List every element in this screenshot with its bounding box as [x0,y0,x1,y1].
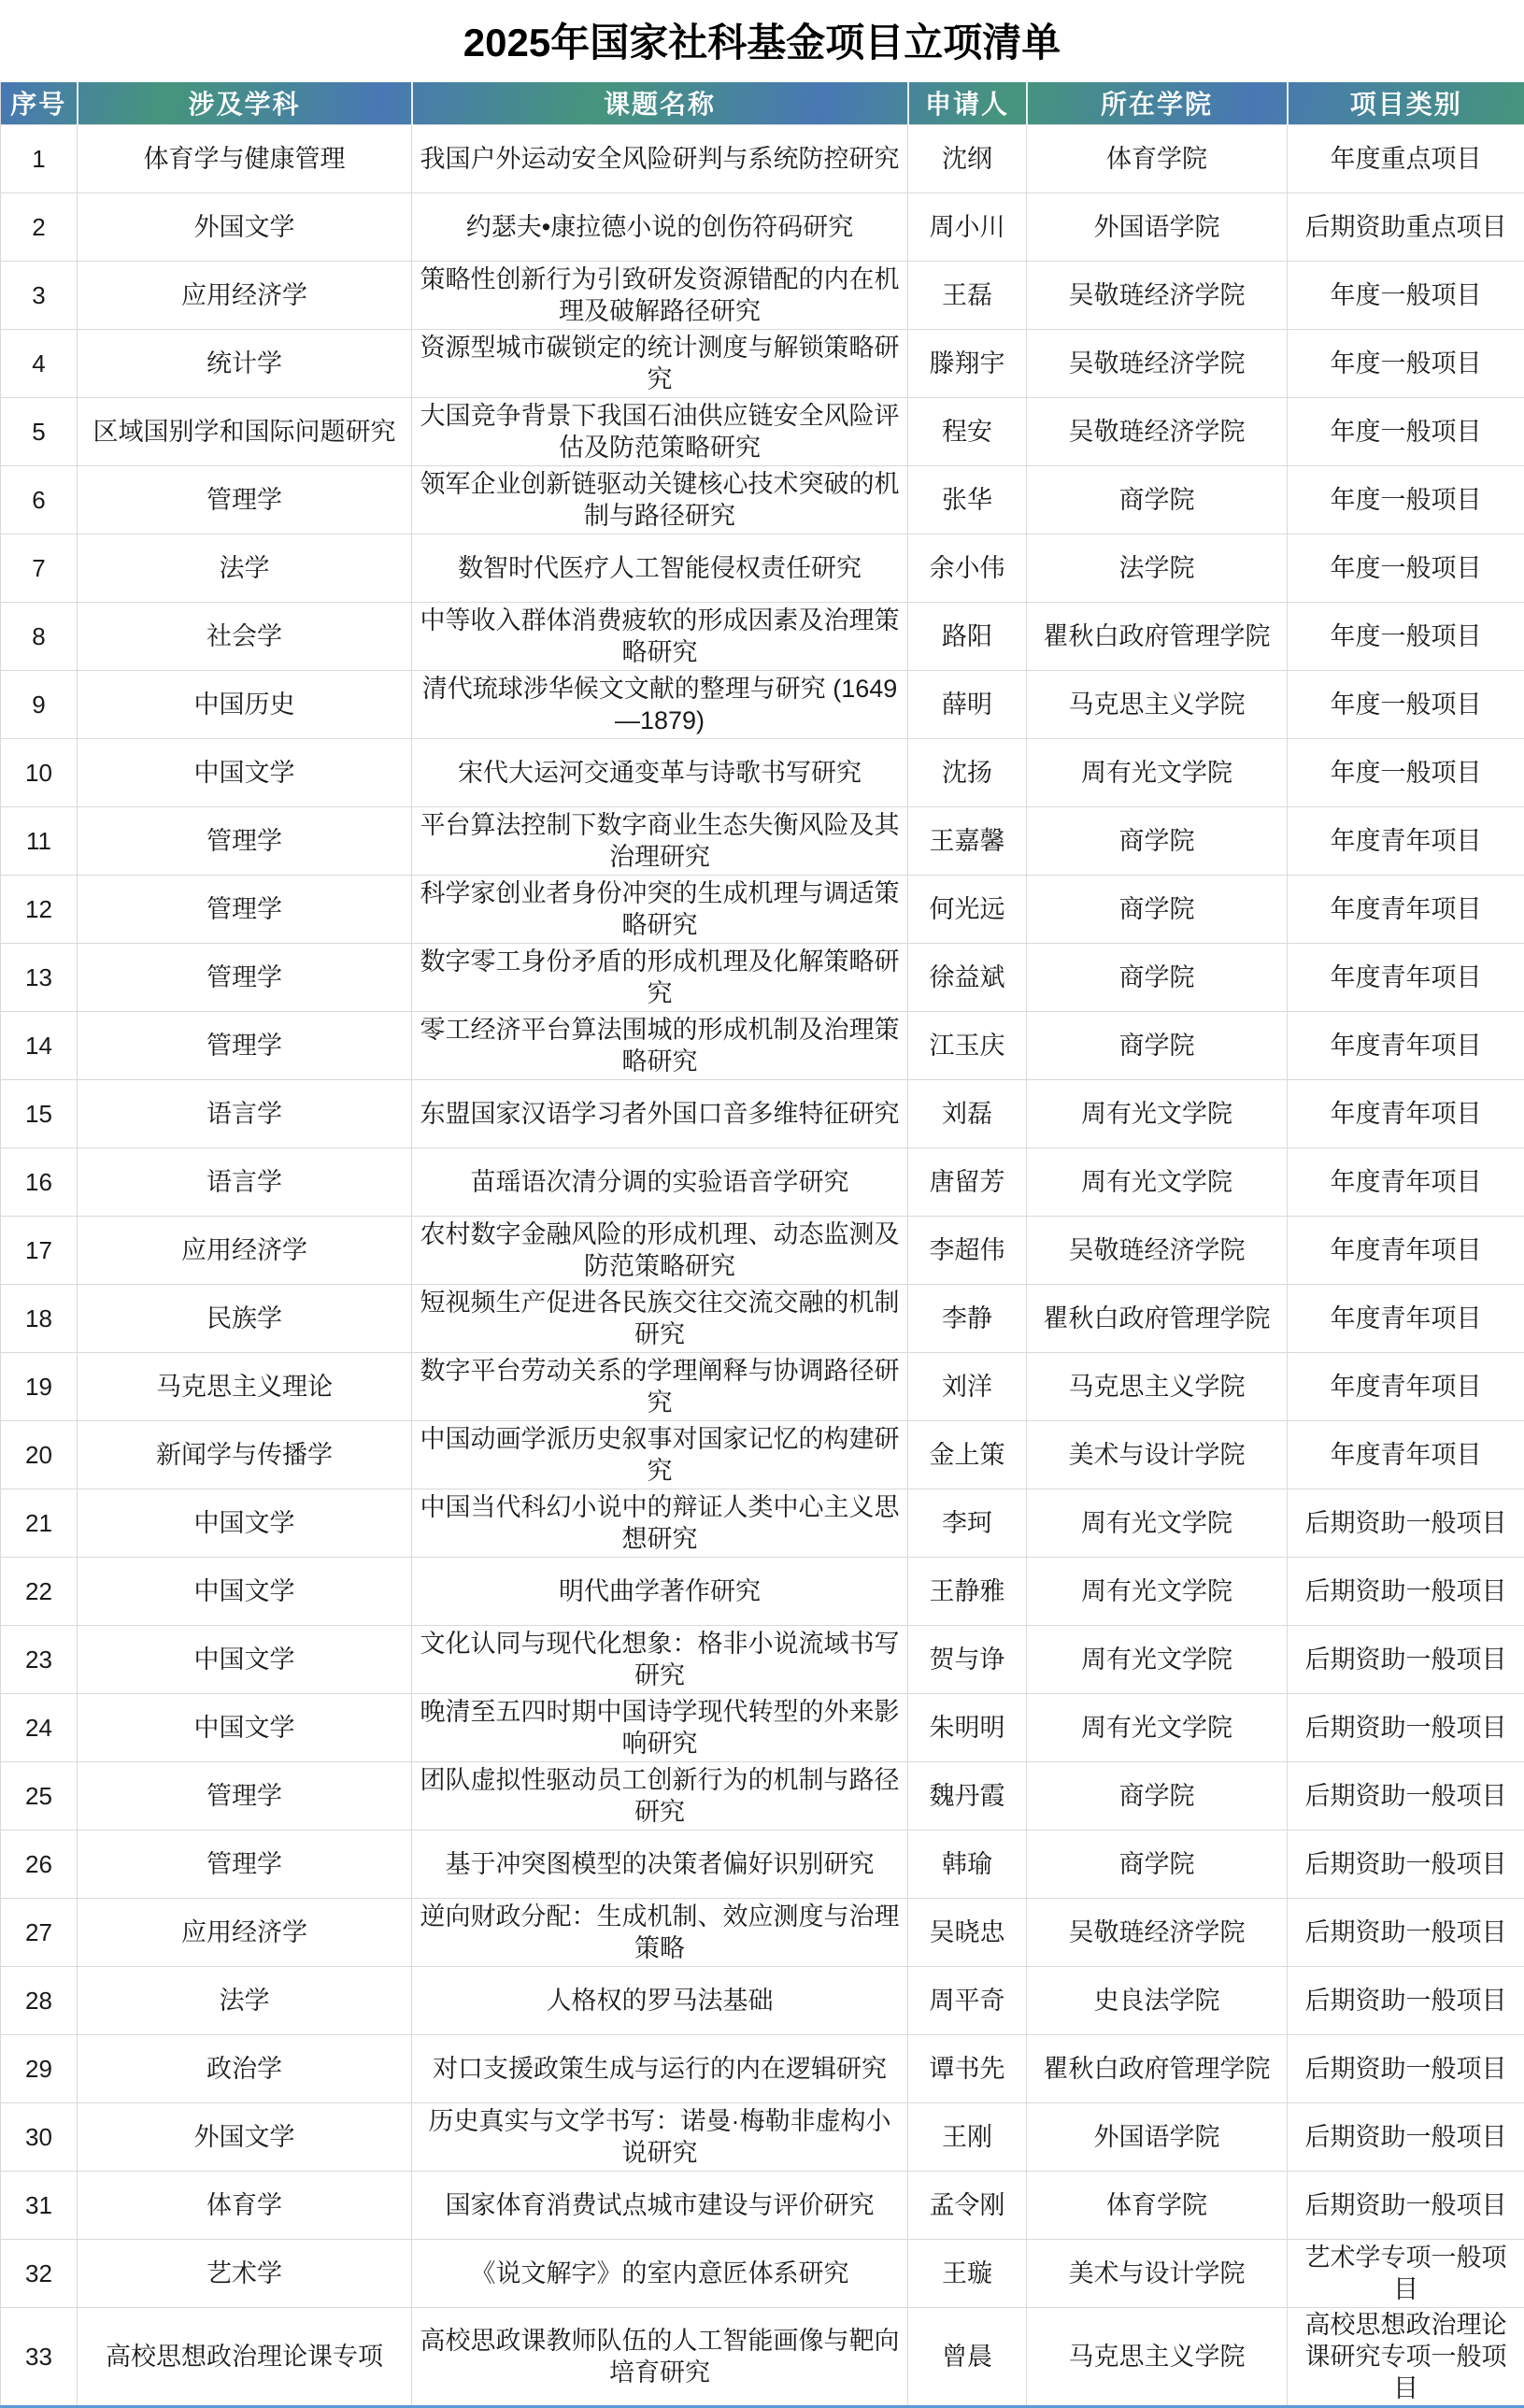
cell-no: 7 [1,534,78,602]
cell-title: 《说文解字》的室内意匠体系研究 [412,2239,908,2307]
cell-category: 后期资助一般项目 [1288,2102,1524,2171]
cell-college: 马克思主义学院 [1027,670,1288,738]
cell-no: 18 [1,1284,78,1352]
cell-college: 外国语学院 [1027,192,1288,261]
table-row [1,124,1524,192]
cell-title: 团队虚拟性驱动员工创新行为的机制与路径研究 [412,1761,908,1830]
cell-discipline: 法学 [78,1966,412,2034]
cell-discipline: 语言学 [78,1147,412,1216]
table-row [1,261,1524,329]
cell-applicant: 周小川 [908,192,1027,261]
cell-discipline: 马克思主义理论 [78,1352,412,1420]
cell-discipline: 中国文学 [78,1557,412,1625]
column-header-college: 所在学院 [1027,82,1288,124]
cell-applicant: 王静雅 [908,1557,1027,1625]
cell-discipline: 中国文学 [78,738,412,806]
table-row [1,1147,1524,1216]
cell-applicant: 程安 [908,397,1027,465]
table-row [1,1352,1524,1420]
cell-applicant: 路阳 [908,602,1027,670]
cell-college: 周有光文学院 [1027,1625,1288,1693]
cell-no: 19 [1,1352,78,1420]
cell-no: 24 [1,1693,78,1761]
cell-discipline: 体育学与健康管理 [78,124,412,192]
cell-college: 周有光文学院 [1027,1079,1288,1147]
cell-no: 12 [1,875,78,943]
cell-college: 周有光文学院 [1027,1557,1288,1625]
page-title: 2025年国家社科基金项目立项清单 [0,0,1524,82]
cell-no: 27 [1,1898,78,1966]
cell-college: 商学院 [1027,943,1288,1011]
cell-category: 后期资助一般项目 [1288,1898,1524,1966]
cell-discipline: 区域国别学和国际问题研究 [78,397,412,465]
cell-category: 艺术学专项一般项目 [1288,2239,1524,2307]
column-header-discipline: 涉及学科 [78,82,412,124]
table-row [1,2239,1524,2307]
cell-applicant: 江玉庆 [908,1011,1027,1079]
cell-category: 年度青年项目 [1288,1284,1524,1352]
cell-category: 年度一般项目 [1288,261,1524,329]
cell-applicant: 刘磊 [908,1079,1027,1147]
cell-discipline: 管理学 [78,1011,412,1079]
cell-category: 年度一般项目 [1288,465,1524,534]
cell-applicant: 魏丹霞 [908,1761,1027,1830]
cell-applicant: 李静 [908,1284,1027,1352]
cell-college: 周有光文学院 [1027,1693,1288,1761]
cell-college: 商学院 [1027,1830,1288,1898]
cell-no: 25 [1,1761,78,1830]
cell-no: 14 [1,1011,78,1079]
cell-category: 年度一般项目 [1288,534,1524,602]
column-header-title: 课题名称 [412,82,908,124]
cell-category: 后期资助一般项目 [1288,1557,1524,1625]
cell-category: 后期资助重点项目 [1288,192,1524,261]
cell-title: 人格权的罗马法基础 [412,1966,908,2034]
cell-category: 后期资助一般项目 [1288,1693,1524,1761]
cell-title: 基于冲突图模型的决策者偏好识别研究 [412,1830,908,1898]
header-row [1,82,1524,124]
column-header-category: 项目类别 [1288,82,1524,124]
cell-title: 策略性创新行为引致研发资源错配的内在机理及破解路径研究 [412,261,908,329]
cell-title: 宋代大运河交通变革与诗歌书写研究 [412,738,908,806]
table-row [1,1284,1524,1352]
cell-discipline: 中国文学 [78,1693,412,1761]
cell-title: 清代琉球涉华候文文献的整理与研究 (1649—1879) [412,670,908,738]
cell-applicant: 朱明明 [908,1693,1027,1761]
cell-title: 国家体育消费试点城市建设与评价研究 [412,2171,908,2239]
cell-title: 资源型城市碳锁定的统计测度与解锁策略研究 [412,329,908,397]
cell-title: 高校思政课教师队伍的人工智能画像与靶向培育研究 [412,2307,908,2406]
cell-title: 明代曲学著作研究 [412,1557,908,1625]
table-row [1,602,1524,670]
table-body [1,124,1524,2406]
cell-no: 2 [1,192,78,261]
cell-no: 28 [1,1966,78,2034]
cell-title: 农村数字金融风险的形成机理、动态监测及防范策略研究 [412,1216,908,1284]
cell-discipline: 管理学 [78,465,412,534]
cell-discipline: 高校思想政治理论课专项 [78,2307,412,2406]
cell-category: 年度青年项目 [1288,943,1524,1011]
cell-title: 短视频生产促进各民族交往交流交融的机制研究 [412,1284,908,1352]
cell-title: 晚清至五四时期中国诗学现代转型的外来影响研究 [412,1693,908,1761]
cell-discipline: 体育学 [78,2171,412,2239]
cell-title: 苗瑶语次清分调的实验语音学研究 [412,1147,908,1216]
cell-category: 年度青年项目 [1288,1079,1524,1147]
cell-college: 吴敬琏经济学院 [1027,1898,1288,1966]
table-row [1,875,1524,943]
cell-category: 年度青年项目 [1288,1420,1524,1489]
cell-discipline: 中国文学 [78,1625,412,1693]
cell-applicant: 王璇 [908,2239,1027,2307]
cell-applicant: 李超伟 [908,1216,1027,1284]
table-row [1,806,1524,875]
cell-college: 外国语学院 [1027,2102,1288,2171]
cell-category: 年度一般项目 [1288,602,1524,670]
cell-discipline: 统计学 [78,329,412,397]
cell-college: 瞿秋白政府管理学院 [1027,2034,1288,2102]
table-row [1,738,1524,806]
table-row [1,2102,1524,2171]
cell-no: 22 [1,1557,78,1625]
cell-discipline: 新闻学与传播学 [78,1420,412,1489]
cell-title: 平台算法控制下数字商业生态失衡风险及其治理研究 [412,806,908,875]
cell-applicant: 何光远 [908,875,1027,943]
cell-college: 马克思主义学院 [1027,2307,1288,2406]
cell-college: 瞿秋白政府管理学院 [1027,1284,1288,1352]
cell-discipline: 应用经济学 [78,1898,412,1966]
cell-discipline: 政治学 [78,2034,412,2102]
cell-no: 29 [1,2034,78,2102]
cell-no: 20 [1,1420,78,1489]
table-row [1,1216,1524,1284]
cell-discipline: 管理学 [78,875,412,943]
cell-applicant: 韩瑜 [908,1830,1027,1898]
cell-college: 美术与设计学院 [1027,1420,1288,1489]
table-row [1,1557,1524,1625]
cell-no: 30 [1,2102,78,2171]
cell-no: 9 [1,670,78,738]
table-row [1,1489,1524,1557]
table-row [1,2171,1524,2239]
cell-no: 6 [1,465,78,534]
cell-title: 数智时代医疗人工智能侵权责任研究 [412,534,908,602]
cell-title: 大国竞争背景下我国石油供应链安全风险评估及防范策略研究 [412,397,908,465]
table-row [1,943,1524,1011]
cell-title: 文化认同与现代化想象：格非小说流域书写研究 [412,1625,908,1693]
cell-discipline: 中国历史 [78,670,412,738]
table-row [1,670,1524,738]
cell-college: 商学院 [1027,806,1288,875]
cell-discipline: 管理学 [78,943,412,1011]
cell-applicant: 曾晨 [908,2307,1027,2406]
cell-applicant: 王磊 [908,261,1027,329]
cell-applicant: 孟令刚 [908,2171,1027,2239]
table-row [1,1830,1524,1898]
cell-applicant: 张华 [908,465,1027,534]
cell-category: 后期资助一般项目 [1288,2171,1524,2239]
table-row [1,2034,1524,2102]
cell-title: 历史真实与文学书写：诺曼·梅勒非虚构小说研究 [412,2102,908,2171]
cell-category: 年度一般项目 [1288,738,1524,806]
cell-discipline: 语言学 [78,1079,412,1147]
grant-project-table [0,82,1524,2408]
cell-applicant: 王刚 [908,2102,1027,2171]
cell-category: 年度青年项目 [1288,1011,1524,1079]
cell-category: 年度青年项目 [1288,806,1524,875]
cell-no: 11 [1,806,78,875]
cell-applicant: 薛明 [908,670,1027,738]
cell-title: 数字平台劳动关系的学理阐释与协调路径研究 [412,1352,908,1420]
cell-applicant: 沈扬 [908,738,1027,806]
table-row [1,1898,1524,1966]
cell-no: 32 [1,2239,78,2307]
cell-category: 年度重点项目 [1288,124,1524,192]
cell-title: 约瑟夫•康拉德小说的创伤符码研究 [412,192,908,261]
cell-college: 商学院 [1027,465,1288,534]
cell-applicant: 徐益斌 [908,943,1027,1011]
cell-college: 吴敬琏经济学院 [1027,397,1288,465]
cell-discipline: 法学 [78,534,412,602]
cell-no: 15 [1,1079,78,1147]
table-row [1,1761,1524,1830]
cell-college: 美术与设计学院 [1027,2239,1288,2307]
cell-category: 后期资助一般项目 [1288,2034,1524,2102]
column-header-applicant: 申请人 [908,82,1027,124]
cell-category: 年度青年项目 [1288,875,1524,943]
cell-category: 年度一般项目 [1288,670,1524,738]
cell-title: 中等收入群体消费疲软的形成因素及治理策略研究 [412,602,908,670]
cell-category: 后期资助一般项目 [1288,1625,1524,1693]
cell-title: 逆向财政分配：生成机制、效应测度与治理策略 [412,1898,908,1966]
cell-discipline: 外国文学 [78,192,412,261]
cell-no: 31 [1,2171,78,2239]
cell-college: 吴敬琏经济学院 [1027,261,1288,329]
table-row [1,1420,1524,1489]
cell-college: 吴敬琏经济学院 [1027,329,1288,397]
cell-discipline: 外国文学 [78,2102,412,2171]
cell-discipline: 管理学 [78,1830,412,1898]
table-row [1,465,1524,534]
cell-discipline: 应用经济学 [78,261,412,329]
cell-applicant: 谭书先 [908,2034,1027,2102]
cell-applicant: 李珂 [908,1489,1027,1557]
cell-category: 年度一般项目 [1288,329,1524,397]
cell-college: 商学院 [1027,1761,1288,1830]
table-row [1,534,1524,602]
cell-college: 商学院 [1027,1011,1288,1079]
cell-title: 中国当代科幻小说中的辩证人类中心主义思想研究 [412,1489,908,1557]
cell-title: 零工经济平台算法围城的形成机制及治理策略研究 [412,1011,908,1079]
cell-no: 17 [1,1216,78,1284]
cell-college: 马克思主义学院 [1027,1352,1288,1420]
cell-applicant: 吴晓忠 [908,1898,1027,1966]
cell-applicant: 余小伟 [908,534,1027,602]
cell-college: 史良法学院 [1027,1966,1288,2034]
cell-applicant: 滕翔宇 [908,329,1027,397]
cell-category: 高校思想政治理论课研究专项一般项目 [1288,2307,1524,2406]
cell-no: 5 [1,397,78,465]
cell-no: 23 [1,1625,78,1693]
cell-title: 东盟国家汉语学习者外国口音多维特征研究 [412,1079,908,1147]
table-row [1,1079,1524,1147]
cell-title: 领军企业创新链驱动关键核心技术突破的机制与路径研究 [412,465,908,534]
cell-discipline: 民族学 [78,1284,412,1352]
cell-no: 13 [1,943,78,1011]
column-header-no: 序号 [1,82,78,124]
cell-applicant: 贺与诤 [908,1625,1027,1693]
cell-no: 1 [1,124,78,192]
cell-discipline: 社会学 [78,602,412,670]
table-row [1,397,1524,465]
cell-category: 年度青年项目 [1288,1352,1524,1420]
cell-college: 体育学院 [1027,2171,1288,2239]
cell-discipline: 管理学 [78,1761,412,1830]
cell-category: 后期资助一般项目 [1288,1966,1524,2034]
cell-college: 商学院 [1027,875,1288,943]
cell-college: 周有光文学院 [1027,1489,1288,1557]
table-row [1,1966,1524,2034]
cell-title: 对口支援政策生成与运行的内在逻辑研究 [412,2034,908,2102]
table-row [1,1625,1524,1693]
cell-category: 年度青年项目 [1288,1147,1524,1216]
cell-title: 数字零工身份矛盾的形成机理及化解策略研究 [412,943,908,1011]
cell-discipline: 中国文学 [78,1489,412,1557]
cell-no: 33 [1,2307,78,2406]
cell-college: 法学院 [1027,534,1288,602]
cell-no: 10 [1,738,78,806]
cell-applicant: 周平奇 [908,1966,1027,2034]
cell-applicant: 王嘉馨 [908,806,1027,875]
table-row [1,1011,1524,1079]
table-header [1,82,1524,124]
table-row [1,2307,1524,2406]
cell-no: 16 [1,1147,78,1216]
cell-no: 26 [1,1830,78,1898]
cell-category: 后期资助一般项目 [1288,1489,1524,1557]
table-row [1,1693,1524,1761]
cell-college: 瞿秋白政府管理学院 [1027,602,1288,670]
cell-no: 3 [1,261,78,329]
cell-college: 周有光文学院 [1027,738,1288,806]
cell-discipline: 应用经济学 [78,1216,412,1284]
cell-applicant: 唐留芳 [908,1147,1027,1216]
cell-college: 吴敬琏经济学院 [1027,1216,1288,1284]
cell-title: 我国户外运动安全风险研判与系统防控研究 [412,124,908,192]
cell-category: 后期资助一般项目 [1288,1761,1524,1830]
cell-no: 8 [1,602,78,670]
cell-applicant: 沈纲 [908,124,1027,192]
cell-applicant: 刘洋 [908,1352,1027,1420]
cell-college: 体育学院 [1027,124,1288,192]
table-row [1,192,1524,261]
cell-applicant: 金上策 [908,1420,1027,1489]
cell-discipline: 艺术学 [78,2239,412,2307]
cell-category: 年度一般项目 [1288,397,1524,465]
table-row [1,329,1524,397]
cell-discipline: 管理学 [78,806,412,875]
cell-no: 21 [1,1489,78,1557]
cell-title: 科学家创业者身份冲突的生成机理与调适策略研究 [412,875,908,943]
cell-title: 中国动画学派历史叙事对国家记忆的构建研究 [412,1420,908,1489]
cell-category: 年度青年项目 [1288,1216,1524,1284]
cell-college: 周有光文学院 [1027,1147,1288,1216]
cell-no: 4 [1,329,78,397]
cell-category: 后期资助一般项目 [1288,1830,1524,1898]
